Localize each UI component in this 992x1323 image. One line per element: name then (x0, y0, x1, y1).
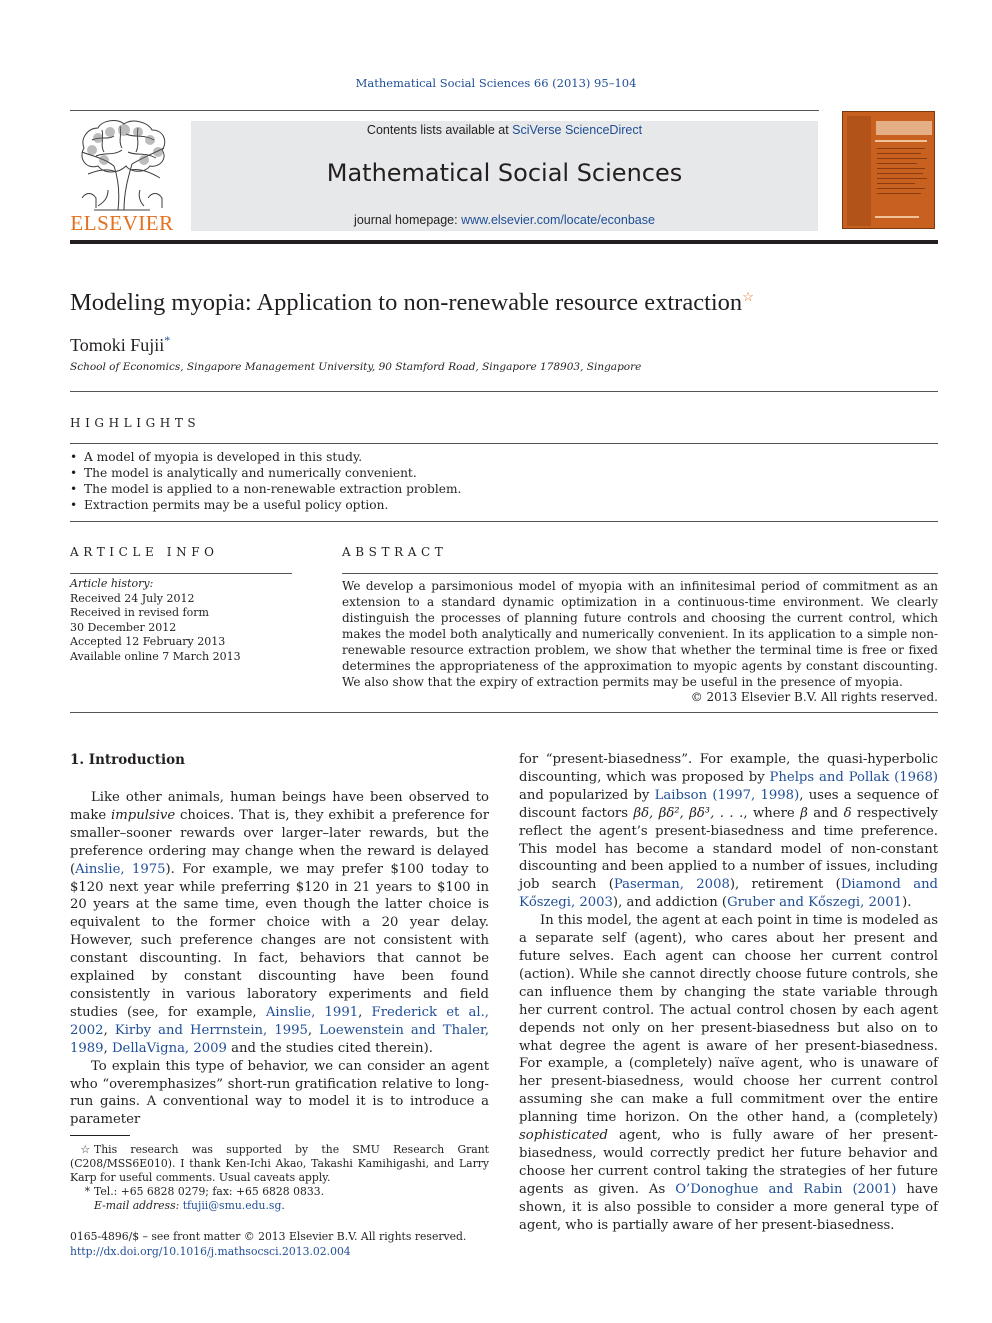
copyright-notice: © 2013 Elsevier B.V. All rights reserved. (690, 690, 938, 704)
cover-line (877, 173, 923, 174)
cover-line (877, 163, 917, 164)
text-run: , (307, 1022, 320, 1038)
cover-line (877, 183, 915, 184)
abstract-heading: ABSTRACT (342, 545, 448, 559)
intro-paragraph (70, 789, 489, 1058)
divider (342, 573, 938, 574)
history-item: Received 24 July 2012 (70, 591, 195, 605)
issn-line: 0165-4896/$ – see front matter © 2013 Elsevier B.V. All rights reserved. (70, 1230, 467, 1243)
emphasis: sophisticated (519, 1128, 608, 1144)
intro-paragraph (519, 912, 938, 1234)
text-run: Like other animals, human beings have been observed to make (70, 790, 489, 823)
article-history (70, 577, 241, 664)
divider (70, 443, 938, 444)
cover-line (877, 178, 927, 179)
citation-link[interactable]: Ainslie, 1975 (75, 861, 166, 877)
cover-line (877, 153, 921, 154)
cover-line (877, 168, 925, 169)
math-symbol: δ (843, 805, 852, 821)
citation-link[interactable]: Frederick et al., 2002 (70, 1004, 489, 1038)
text-run: In this model, the agent at each point in time is modeled as a separate self (agent), who cares about her present and future selves. Each agent can choose her current control (action). While she cannot directly choose future controls, she can influence them by changing the state variable through her current control. The actual control chosen by each agent depends not only on her present-biasedness but also on to what degree the agent is aware of her present-biasedness. For example, a (completely) naïve agent, who is unaware of her present-biasedness, would choose her current control assuming she can make a full commitment over the entire planning time horizon. On the other hand, a (completely) (519, 913, 938, 1126)
text-run: , (358, 1004, 372, 1020)
citation-link[interactable]: DellaVigna, 2009 (111, 1040, 227, 1056)
text-run: have shown, it is also possible to consider a more general type of agent, who is partially aware of her present-biasedness. (519, 1181, 938, 1233)
publisher-wordmark: ELSEVIER (70, 211, 174, 235)
divider (70, 573, 292, 574)
journal-title: Mathematical Social Sciences (326, 159, 683, 187)
body-column-right (519, 751, 938, 1234)
history-item: 30 December 2012 (70, 620, 177, 634)
body-column-left (70, 789, 489, 1129)
highlight-item: • Extraction permits may be a useful policy option. (70, 497, 930, 513)
tree-icon (74, 118, 170, 212)
cover-line (877, 158, 927, 159)
cover-line (877, 188, 925, 189)
cover-line (875, 216, 919, 218)
journal-banner (191, 121, 818, 231)
text-run: ). (902, 895, 912, 911)
citation-link[interactable]: Ainslie, 1991 (265, 1004, 359, 1020)
intro-paragraph: To explain this type of behavior, we can consider an agent who “overemphasizes” short-run gratification relative to long-run gains. A conventional way to model it is to introduce a parameter (70, 1058, 489, 1128)
email-label: E-mail address: (94, 1199, 180, 1212)
footnote-mark: ☆ (80, 1143, 90, 1156)
text-run: agent, who is fully aware of her present-biasedness, would correctly predict her future behavior and choose her current control taking the strategies of her future agents as given. As (519, 1128, 938, 1197)
citation-link[interactable]: Phelps and Pollak (1968) (769, 769, 938, 785)
text-run: , (103, 1022, 115, 1038)
citation-link[interactable]: Paserman, 2008 (613, 877, 730, 893)
math-symbol: β (800, 805, 808, 821)
history-label: Article history: (70, 577, 154, 590)
homepage-link[interactable]: www.elsevier.com/locate/econbase (461, 213, 655, 227)
citation-link[interactable]: Gruber and Kőszegi, 2001 (727, 895, 903, 911)
emphasis: impulsive (111, 807, 176, 823)
intro-paragraph (519, 751, 938, 912)
affiliation: School of Economics, Singapore Management University, 90 Stamford Road, Singapore 178903, Singapore (70, 361, 642, 373)
contents-line (191, 123, 818, 137)
footnotes (70, 1143, 489, 1213)
text-run: . (281, 1199, 285, 1212)
math-expression: βδ, βδ², βδ³, . . . (633, 805, 744, 821)
history-item: Available online 7 March 2013 (70, 649, 241, 663)
citation-link[interactable]: O’Donoghue and Rabin (2001) (675, 1181, 897, 1197)
section-heading: 1. Introduction (70, 752, 185, 768)
footnote-rule (70, 1135, 130, 1136)
author-line (70, 333, 170, 356)
article-title (70, 289, 754, 317)
abstract-text: We develop a parsimonious model of myopia with an infinitesimal period of commitment as an extension to a standard dynamic optimization in a continuous-time environment. We clearly distinguish the processes of planning future controls and choosing the current control, which makes the model both analytically and numerically convenient. In its application to a simple non-renewable resource extraction problem, we show that whether the terminal time is free or fixed determines the appropriateness of the approximation to myopic agents by constant discounting. We also show that the expiry of extraction permits may be useful in the presence of myopia. (342, 579, 938, 689)
footnote-contact (70, 1185, 489, 1199)
highlights-heading: HIGHLIGHTS (70, 416, 201, 430)
doi-link[interactable]: http://dx.doi.org/10.1016/j.mathsocsci.2013.02.004 (70, 1244, 351, 1258)
title-footnote-link[interactable]: ☆ (742, 289, 754, 304)
footnote-mark: * (84, 1185, 90, 1198)
history-item: Accepted 12 February 2013 (70, 635, 226, 648)
text-run: ), retirement ( (729, 877, 841, 893)
text-run: for “present-biasedness”. For example, the quasi-hyperbolic discounting, which was proposed by (519, 752, 938, 785)
cover-title-block (876, 121, 932, 135)
text-run: and popularized by (519, 787, 655, 803)
history-item: Received in revised form (70, 606, 209, 619)
divider (70, 391, 938, 392)
highlight-item: • The model is analytically and numerically convenient. (70, 465, 930, 481)
highlights-list (70, 449, 930, 513)
sciencedirect-link[interactable]: SciVerse ScienceDirect (512, 123, 643, 137)
divider (70, 712, 938, 713)
text-run: ). For example, we may prefer $100 today to $120 next year while preferring $120 in 21 years to $100 in 20 years at the same time, even though the latter choice is equivalent to the former choice with a 20 year delay. However, such preference changes are not consistent with constant discounting. In fact, behaviors that cannot be explained by constant discounting have been found consistently in various laboratory experiments and field studies (see, for example, (70, 861, 489, 1020)
email-link[interactable]: tfujii@smu.edu.sg (182, 1199, 282, 1212)
text-run: choices. That is, they exhibit a preference for smaller–sooner rewards over larger–later rewards, but the preference ordering may change when the reward is delayed ( (70, 807, 489, 877)
journal-cover-thumbnail[interactable] (842, 111, 935, 229)
footnote-funding (70, 1143, 489, 1185)
text-run: , where (743, 805, 801, 821)
journal-reference[interactable]: Mathematical Social Sciences 66 (2013) 95–104 (355, 76, 637, 90)
author-footnote-link[interactable]: * (164, 333, 171, 347)
footnote-text: This research was supported by the SMU Research Grant (C208/MSS6E010). I thank Ken-Ichi Akao, Takashi Kamihigashi, and Larry Karp for useful comments. Usual caveats apply. (70, 1143, 489, 1184)
cover-line (875, 140, 927, 142)
citation-link[interactable]: Diamond and Kőszegi, 2003 (519, 877, 939, 911)
contents-prefix: Contents lists available at (366, 123, 513, 137)
citation-link[interactable]: Loewenstein and Thaler, 1989 (70, 1022, 490, 1056)
contact-phone: Tel.: +65 6828 0279; fax: +65 6828 0833. (94, 1185, 325, 1198)
text-run: , (103, 1040, 112, 1056)
header-thick-rule (70, 240, 938, 244)
text-run: and the studies cited therein). (226, 1040, 433, 1056)
homepage-line (191, 213, 818, 227)
highlight-item: • A model of myopia is developed in this study. (70, 449, 930, 465)
cover-line (877, 193, 921, 194)
article-info-heading: ARTICLE INFO (70, 545, 219, 559)
front-matter (70, 1230, 466, 1259)
citation-link[interactable]: Kirby and Herrnstein, 1995 (114, 1022, 308, 1038)
elsevier-logo (70, 118, 174, 236)
highlight-item: • The model is applied to a non-renewable extraction problem. (70, 481, 930, 497)
homepage-prefix: journal homepage: (354, 213, 462, 227)
footnote-email (70, 1199, 489, 1213)
citation-link[interactable]: Laibson (1997, 1998) (654, 787, 800, 803)
author-name: Tomoki Fujii (70, 335, 165, 355)
article-title-text: Modeling myopia: Application to non-renewable resource extraction (70, 289, 743, 317)
divider (70, 521, 938, 522)
cover-line (877, 148, 925, 149)
text-run: , uses a sequence of discount factors (519, 787, 938, 821)
header-rule (70, 110, 819, 111)
text-run: ), and addiction ( (612, 895, 728, 911)
cover-spine (847, 116, 871, 226)
text-run: respectively reflect the agent’s present-biasedness and time preference. This model has become a standard model of non-constant discounting and been applied to a number of issues, including job search ( (519, 805, 938, 893)
text-run: and (807, 805, 844, 821)
